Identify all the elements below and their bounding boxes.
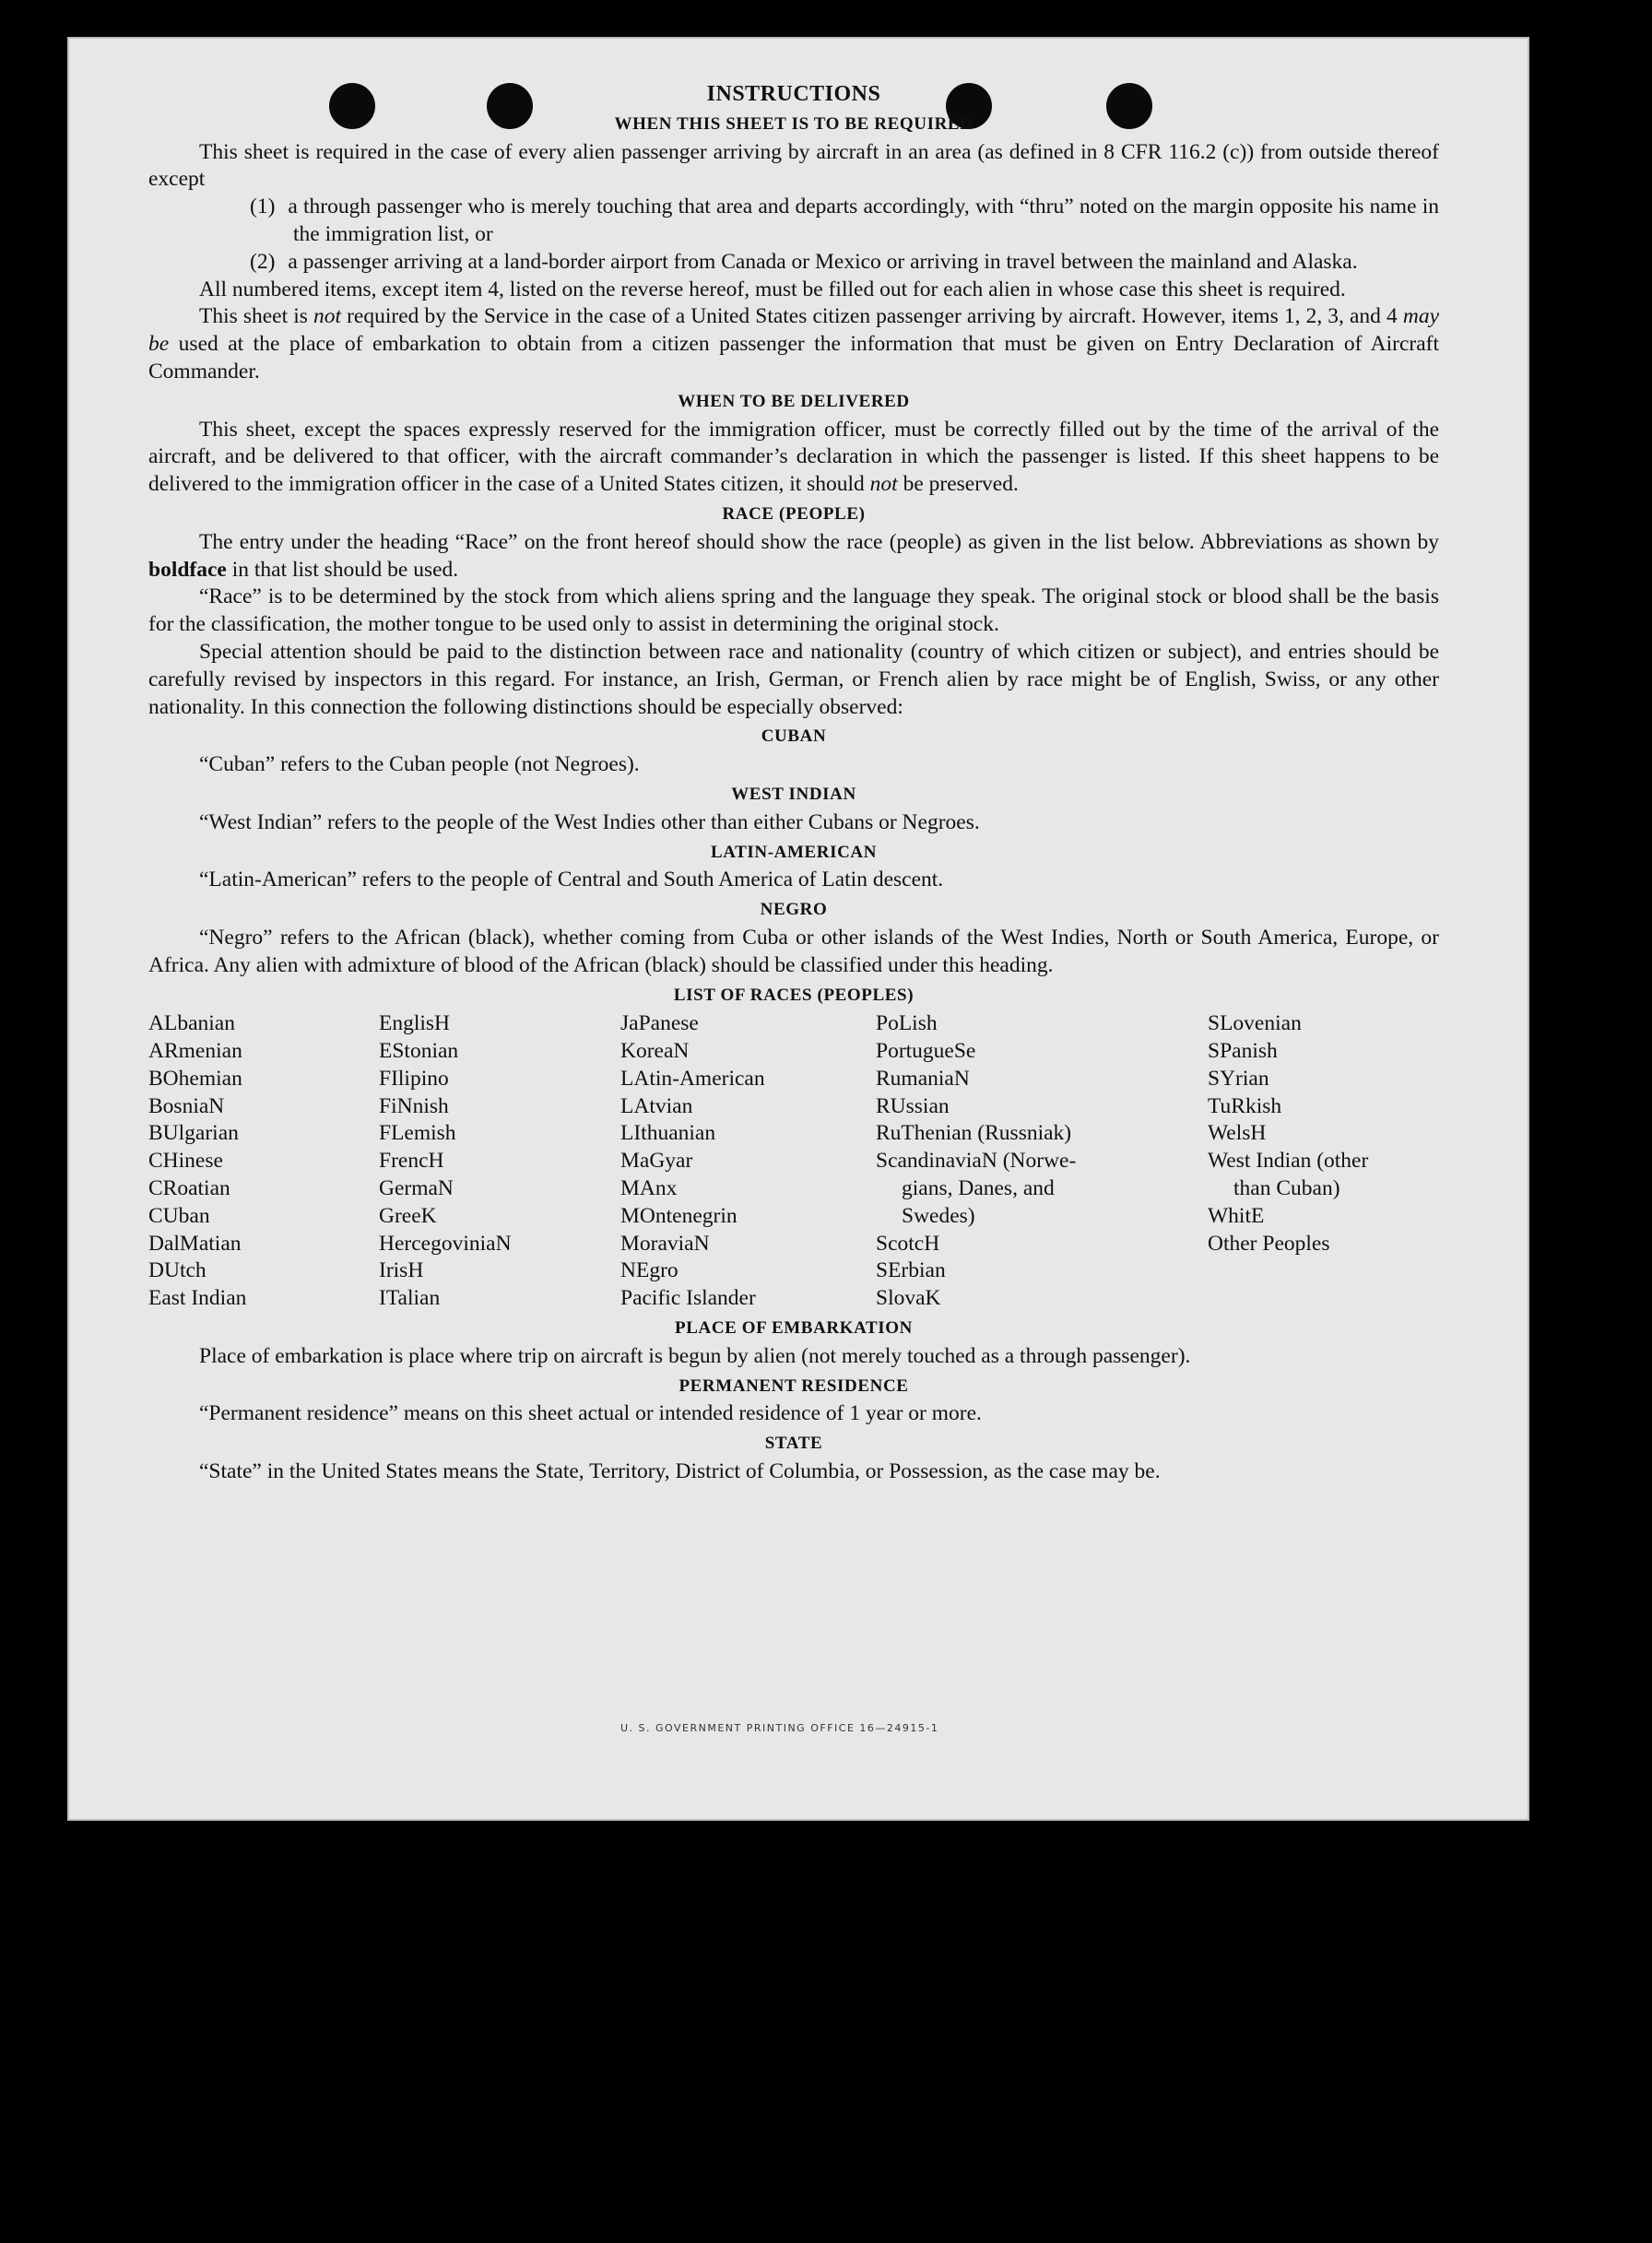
race-entry: FLemish bbox=[379, 1121, 456, 1146]
race-entry: WelsH bbox=[1208, 1121, 1267, 1146]
item-text: a through passenger who is merely touching that area and departs accordingly, with “thru” noted on the margin opposite his name in the immigration list, or bbox=[288, 195, 1439, 246]
race-entry: FrencH bbox=[379, 1149, 444, 1174]
race-entry: NEgro bbox=[620, 1258, 678, 1283]
race-entry: SLovenian bbox=[1208, 1011, 1302, 1036]
race-entry: MAnx bbox=[620, 1176, 678, 1201]
definition-text: “Latin-American” refers to the people of Central and South America of Latin descent. bbox=[199, 868, 944, 892]
definition-heading: WEST INDIAN bbox=[731, 784, 856, 804]
race-entry: RuThenian (Russniak) bbox=[876, 1121, 1072, 1146]
item-number: (1) bbox=[250, 195, 276, 219]
race-entry: RumaniaN bbox=[876, 1066, 970, 1091]
race-entry: SErbian bbox=[876, 1258, 946, 1283]
races-column bbox=[620, 1010, 876, 1313]
race-entry: FIlipino bbox=[379, 1066, 449, 1091]
race-entry: Other Peoples bbox=[1208, 1231, 1330, 1256]
race-entry: than Cuban) bbox=[1233, 1176, 1340, 1201]
definition-text: “West Indian” refers to the people of the West Indies other than either Cubans or Negroes. bbox=[199, 809, 980, 834]
text-span: This sheet is bbox=[199, 304, 313, 329]
race-entry: CHinese bbox=[148, 1149, 223, 1174]
race-entry: ALbanian bbox=[148, 1011, 235, 1036]
section-heading-when-required: WHEN THIS SHEET IS TO BE REQUIRED bbox=[614, 113, 974, 134]
race-entry: LAtvian bbox=[620, 1093, 693, 1118]
page-title: INSTRUCTIONS bbox=[706, 82, 881, 106]
race-entry: HercegoviniaN bbox=[379, 1231, 512, 1256]
race-entry: FiNnish bbox=[379, 1093, 449, 1118]
race-entry: GreeK bbox=[379, 1203, 437, 1228]
section-heading-when-delivered: WHEN TO BE DELIVERED bbox=[678, 391, 910, 411]
race-entry: LIthuanian bbox=[620, 1121, 716, 1146]
race-entry: PoLish bbox=[876, 1011, 938, 1036]
race-entry: MaGyar bbox=[620, 1149, 693, 1174]
race-entry: DalMatian bbox=[148, 1231, 242, 1256]
text-span: in that list should be used. bbox=[226, 557, 459, 582]
section-heading-race: RACE (PEOPLE) bbox=[722, 503, 866, 524]
paragraph-citizen bbox=[148, 303, 1439, 385]
race-entry: DUtch bbox=[148, 1258, 206, 1283]
paragraph-numbered-items: All numbered items, except item 4, listed on the reverse hereof, must be filled out for each alien in whose case this sheet is required. bbox=[199, 277, 1346, 301]
definition-heading: CUBAN bbox=[761, 726, 827, 747]
paragraph-delivery bbox=[148, 417, 1439, 499]
text-span: The entry under the heading “Race” on the front hereof should show the race (people) as given in the list below. Abbreviations as shown by bbox=[199, 529, 1439, 554]
race-entry: Pacific Islander bbox=[620, 1286, 756, 1311]
race-entry: ARmenian bbox=[148, 1039, 242, 1064]
race-entry: MoraviaN bbox=[620, 1231, 710, 1256]
paragraph-embarkation: Place of embarkation is place where trip on aircraft is begun by alien (not merely touched as a through passenger). bbox=[199, 1343, 1191, 1368]
race-entry: IrisH bbox=[379, 1258, 424, 1283]
race-entry: ScandinaviaN (Norwe- bbox=[876, 1149, 1077, 1174]
race-entry: EnglisH bbox=[379, 1011, 451, 1036]
emphasis: may be bbox=[148, 304, 1439, 357]
race-entry: KoreaN bbox=[620, 1039, 690, 1064]
definition-text: “Cuban” refers to the Cuban people (not Negroes). bbox=[199, 752, 640, 777]
race-entry: BosniaN bbox=[148, 1093, 225, 1118]
races-column bbox=[148, 1010, 379, 1313]
race-entry: RUssian bbox=[876, 1093, 950, 1118]
race-entry: GermaN bbox=[379, 1176, 454, 1201]
exception-item bbox=[250, 249, 1439, 277]
race-entry: SlovaK bbox=[876, 1286, 941, 1311]
race-entry: SPanish bbox=[1208, 1039, 1278, 1064]
paragraph-race-nationality: Special attention should be paid to the distinction between race and nationality (country of which citizen or subject), and entries should be carefully revised by inspectors in this regard. For instance, an Irish, German, or French alien by race might be of English, Swiss, or any other nationality. In this connection the following distinctions should be especially observed: bbox=[148, 639, 1439, 719]
instructions-content bbox=[148, 81, 1439, 1486]
definition-text: “Negro” refers to the African (black), whether coming from Cuba or other islands of the West Indies, North or South America, Europe, or Africa. Any alien with admixture of blood of the African (black) should be classified under this heading. bbox=[148, 925, 1439, 977]
race-entry: West Indian (other bbox=[1208, 1149, 1369, 1174]
text-span: be preserved. bbox=[897, 472, 1019, 497]
paragraph-intro: This sheet is required in the case of every alien passenger arriving by aircraft in an area (as defined in 8 CFR 116.2 (c)) from outside thereof except bbox=[148, 139, 1439, 192]
race-entry: WhitE bbox=[1208, 1203, 1265, 1228]
exception-item bbox=[250, 194, 1439, 249]
race-entry: BUlgarian bbox=[148, 1121, 239, 1146]
text-span: required by the Service in the case of a United States citizen passenger arriving by aircraft. However, items 1, 2, 3, and 4 bbox=[341, 304, 1403, 329]
section-heading-state: STATE bbox=[764, 1434, 823, 1454]
definition-heading: LATIN-AMERICAN bbox=[710, 842, 878, 862]
paragraph-race-stock: “Race” is to be determined by the stock from which aliens spring and the language they speak. The original stock or blood shall be the basis for the classification, the mother tongue to be used only to assist in determining the original stock. bbox=[148, 584, 1439, 637]
document-sheet bbox=[67, 37, 1529, 1821]
section-heading-races-list: LIST OF RACES (PEOPLES) bbox=[673, 985, 914, 1005]
races-column bbox=[876, 1010, 1208, 1313]
race-entry: ScotcH bbox=[876, 1231, 940, 1256]
race-entry: MOntenegrin bbox=[620, 1203, 738, 1228]
section-heading-residence: PERMANENT RESIDENCE bbox=[678, 1375, 909, 1396]
race-entry: gians, Danes, and bbox=[902, 1176, 1055, 1201]
emphasis: not bbox=[313, 304, 342, 329]
race-entry: CRoatian bbox=[148, 1176, 230, 1201]
race-entry: BOhemian bbox=[148, 1066, 242, 1091]
definition-heading: NEGRO bbox=[760, 900, 828, 920]
section-heading-embarkation: PLACE OF EMBARKATION bbox=[675, 1318, 913, 1339]
race-entry: CUban bbox=[148, 1203, 210, 1228]
printing-office-imprint: U. S. GOVERNMENT PRINTING OFFICE 16—24915-1 bbox=[620, 1722, 939, 1734]
paragraph-residence: “Permanent residence” means on this sheet actual or intended residence of 1 year or more. bbox=[199, 1401, 982, 1426]
race-entry: LAtin-American bbox=[620, 1066, 765, 1091]
race-entry: Swedes) bbox=[902, 1203, 975, 1228]
text-span: This sheet, except the spaces expressly reserved for the immigration officer, must be correctly filled out by the time of the arrival of the aircraft, and be delivered to that officer, with the aircraft commander’s declaration in which the passenger is listed. If this sheet happens to be delivered to the immigration officer in the case of a United States citizen, it should bbox=[148, 417, 1439, 497]
bold-word: boldface bbox=[148, 557, 227, 582]
race-entry: EStonian bbox=[379, 1039, 459, 1064]
race-entry: ITalian bbox=[379, 1286, 441, 1311]
races-column bbox=[379, 1010, 620, 1313]
race-entry: East Indian bbox=[148, 1286, 247, 1311]
emphasis: not bbox=[869, 472, 898, 497]
item-text: a passenger arriving at a land-border airport from Canada or Mexico or arriving in travel between the mainland and Alaska. bbox=[288, 249, 1358, 274]
race-entry: JaPanese bbox=[620, 1011, 699, 1036]
race-entry: TuRkish bbox=[1208, 1093, 1282, 1118]
races-list bbox=[148, 1010, 1439, 1313]
race-entry: PortugueSe bbox=[876, 1039, 976, 1064]
item-number: (2) bbox=[250, 249, 276, 274]
race-entry: SYrian bbox=[1208, 1066, 1269, 1091]
text-span: used at the place of embarkation to obtain from a citizen passenger the information that must be given on Entry Declaration of Aircraft Commander. bbox=[148, 332, 1439, 384]
races-column bbox=[1208, 1010, 1438, 1313]
paragraph-state: “State” in the United States means the State, Territory, District of Columbia, or Possession, as the case may be. bbox=[199, 1459, 1161, 1484]
paragraph-race-entry bbox=[148, 529, 1439, 584]
